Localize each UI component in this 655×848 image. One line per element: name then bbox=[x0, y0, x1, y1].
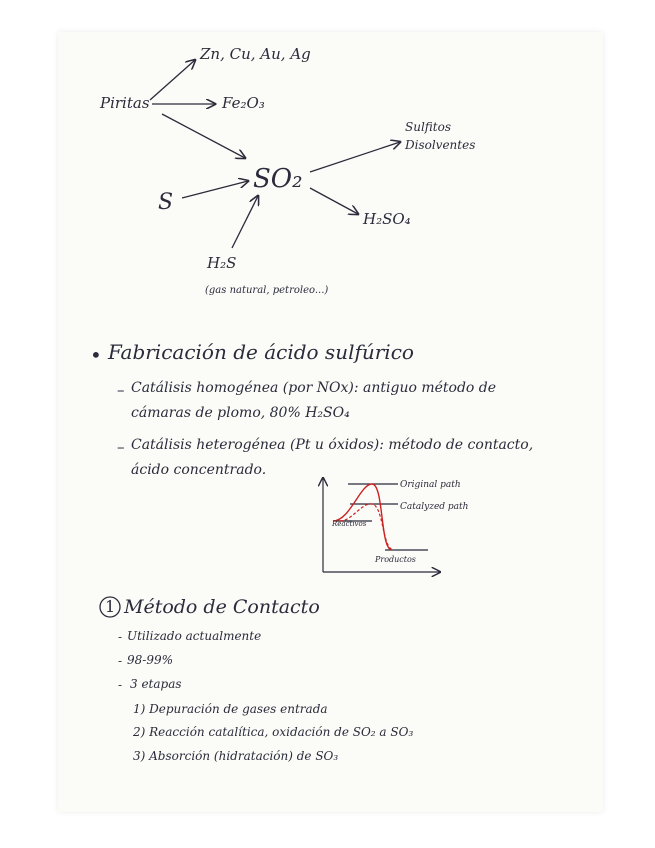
label-disolventes: Disolventes bbox=[405, 138, 476, 152]
label-piritas: Piritas bbox=[100, 94, 150, 112]
bullet-1: - bbox=[118, 630, 123, 644]
item1-line2: cámaras de plomo, 80% H₂SO₄ bbox=[131, 405, 350, 421]
item2-line1: Catálisis heterogénea (Pt u óxidos): método de contacto, bbox=[131, 437, 534, 453]
step-number: 1 bbox=[105, 597, 116, 616]
bullet-3: - bbox=[118, 678, 123, 692]
bullet-2: - bbox=[118, 654, 123, 668]
bullet-3-text: 3 etapas bbox=[130, 677, 182, 691]
heading-metodo: Método de Contacto bbox=[124, 596, 320, 618]
label-productos: Productos bbox=[375, 555, 416, 564]
step-2: 2) Reacción catalítica, oxidación de SO₂ a SO₃ bbox=[133, 725, 414, 739]
dash-1: – bbox=[117, 381, 125, 399]
bullet-2-text: 98-99% bbox=[127, 653, 173, 667]
step-3: 3) Absorción (hidratación) de SO₃ bbox=[133, 749, 339, 763]
label-metals: Zn, Cu, Au, Ag bbox=[200, 45, 311, 63]
label-sulfitos: Sulfitos bbox=[405, 120, 451, 134]
label-h2s-note: (gas natural, petroleo...) bbox=[205, 285, 329, 296]
label-s: S bbox=[158, 190, 174, 215]
label-so2: SO₂ bbox=[253, 164, 303, 194]
label-original-path: Original path bbox=[400, 480, 461, 490]
label-h2s: H₂S bbox=[207, 254, 237, 272]
bullet-1-text: Utilizado actualmente bbox=[127, 629, 262, 643]
label-reactivos: Reactivos bbox=[332, 520, 367, 528]
item2-line2: ácido concentrado. bbox=[131, 462, 267, 478]
dash-2: – bbox=[117, 438, 125, 456]
heading-fabricacion: Fabricación de ácido sulfúrico bbox=[108, 340, 414, 364]
bullet-dot: • bbox=[90, 343, 102, 367]
label-h2so4: H₂SO₄ bbox=[363, 210, 411, 228]
label-catalyzed-path: Catalyzed path bbox=[400, 502, 469, 512]
item1-line1: Catálisis homogénea (por NOx): antiguo método de bbox=[131, 380, 497, 396]
step-1: 1) Depuración de gases entrada bbox=[133, 702, 328, 716]
label-fe2o3: Fe₂O₃ bbox=[222, 94, 265, 112]
